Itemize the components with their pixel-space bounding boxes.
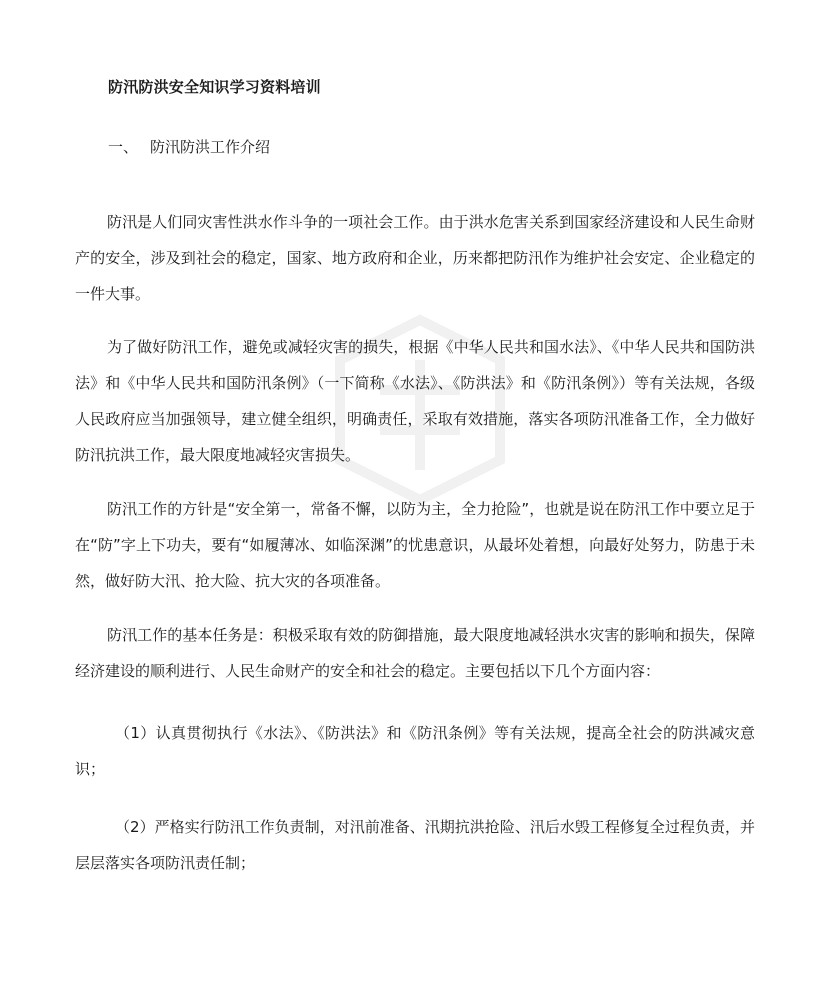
paragraph-basic-tasks: 防汛工作的基本任务是：积极采取有效的防御措施，最大限度地减轻洪水灾害的影响和损失，保障经济建设的顺利进行、人民生命财产的安全和社会的稳定。主要包括以下几个方面内容：	[75, 626, 755, 680]
list-item-1: （1）认真贯彻执行《水法》、《防洪法》和《防汛条例》等有关法规，提高全社会的防洪减灾意识；	[75, 724, 755, 778]
section-heading-text: 防汛防洪工作介绍	[150, 138, 271, 156]
paragraph-policy: 防汛工作的方针是“安全第一，常备不懈，以防为主，全力抢险”，也就是说在防汛工作中要立足于在“防”字上下功夫，要有“如履薄冰、如临深渊”的忧患意识，从最坏处着想，向最好处努力，防患于未然，做好防大汛、抢大险、抗大灾的各项准备。	[75, 500, 755, 590]
list-item-2: （2）严格实行防汛工作负责制，对汛前准备、汛期抗洪抢险、汛后水毁工程修复全过程负责，并层层落实各项防汛责任制；	[75, 818, 755, 872]
paragraph-intro: 防汛是人们同灾害性洪水作斗争的一项社会工作。由于洪水危害关系到国家经济建设和人民生命财产的安全，涉及到社会的稳定，国家、地方政府和企业，历来都把防汛作为维护社会安定、企业稳定的一件大事。	[75, 213, 755, 303]
paragraph-legal-basis: 为了做好防汛工作，避免或减轻灾害的损失，根据《中华人民共和国水法》、《中华人民共和国防洪法》和《中华人民共和国防汛条例》（一下简称《水法》、《防洪法》和《防汛条例》）等有关法规，各级人民政府应当加强领导，建立健全组织，明确责任，采取有效措施，落实各项防汛准备工作，全力做好防汛抗洪工作，最大限度地减轻灾害损失。	[75, 338, 755, 464]
section-number: 一、	[108, 138, 139, 156]
document-title: 防汛防洪安全知识学习资料培训	[108, 78, 321, 96]
section-heading	[108, 136, 270, 157]
